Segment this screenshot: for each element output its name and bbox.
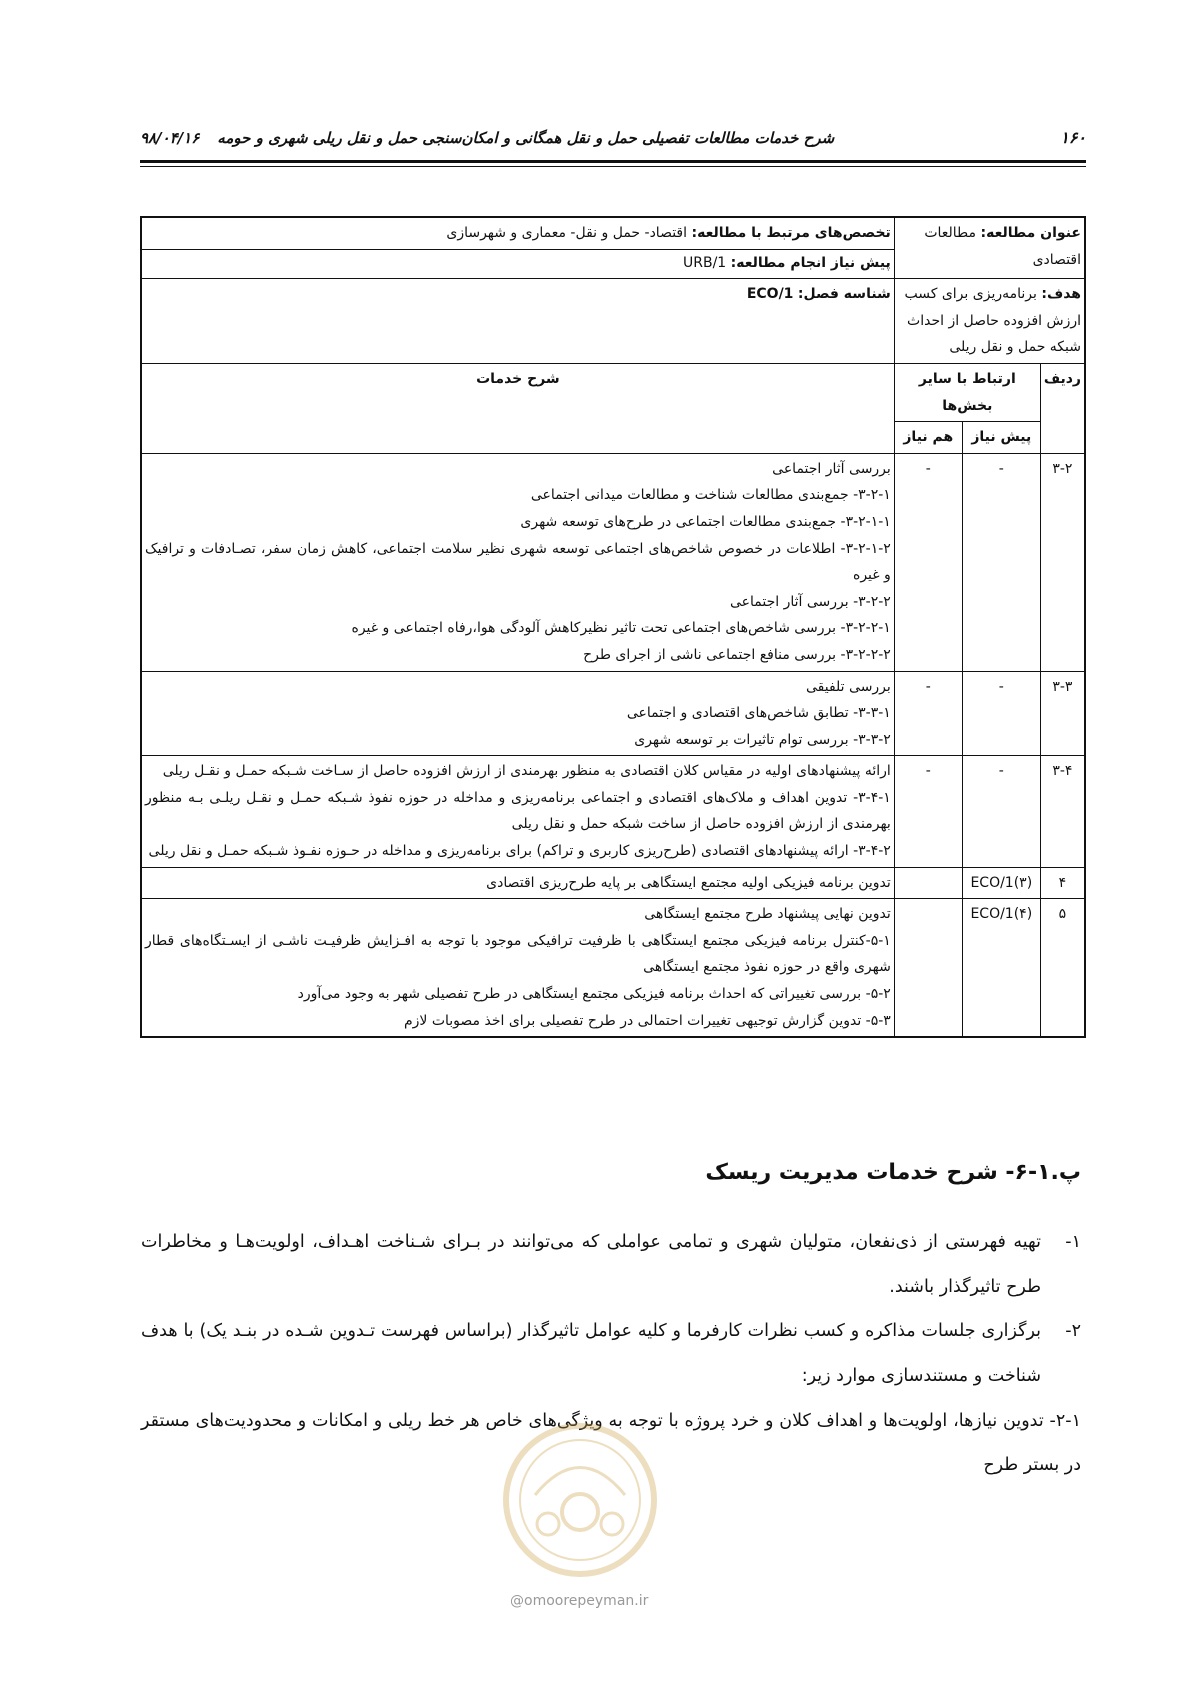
page-number: ۱۶۰ xyxy=(1060,128,1086,147)
table-row xyxy=(141,867,1085,899)
list-item-number: ۱- xyxy=(1065,1232,1081,1252)
row-number: ۳-۲ xyxy=(1040,453,1085,671)
col-header-row-number: ردیف xyxy=(1040,363,1085,453)
row-description xyxy=(141,899,894,1037)
chapter-id-label: شناسه فصل: xyxy=(797,286,891,303)
study-title-cell xyxy=(894,217,1085,279)
list-item-text: تهیه فهرستی از ذی‌نفعان، متولیان شهری و تمامی عواملی که می‌توانند در بـرای شـناخت اهـداف، اولویت‌هـا و مخاطرات طرح تاثیرگذار باشند. xyxy=(141,1232,1041,1297)
description-line: ۵-۲- بررسی تغییراتی که احداث برنامه فیزیکی مجتمع ایستگاهی در طرح تفصیلی شهر به وجود می‌آورد xyxy=(297,986,891,1003)
description-line: ۵-۱-کنترل برنامه فیزیکی مجتمع ایستگاهی با ظرفیت ترافیکی موجود با توجه به افـزایش ظرفیـت ناشـی از ایسـتگاه‌های قطار شهری واقع در حوزه نفوذ مجتمع ایستگاهی xyxy=(145,932,891,976)
description-line: ۳-۳-۱- تطابق شاخص‌های اقتصادی و اجتماعی xyxy=(626,705,891,722)
services-table xyxy=(140,216,1086,1038)
row-coreq xyxy=(894,899,962,1037)
col-header-description: شرح خدمات xyxy=(141,363,894,453)
list-item xyxy=(141,1309,1081,1398)
description-line: ۵-۳- تدوین گزارش توجیهی تغییرات احتمالی در طرح تفصیلی برای اخذ مصوبات لازم xyxy=(403,1012,891,1029)
row-prereq: - xyxy=(962,453,1040,671)
prereq-row xyxy=(142,249,894,277)
section-title: پ.۱-۶- شرح خدمات مدیریت ریسک xyxy=(705,1160,1081,1185)
description-line: ۳-۲-۲- بررسی آثار اجتماعی xyxy=(729,593,891,610)
description-line: ۳-۲-۲-۱- بررسی شاخص‌های اجتماعی تحت تاثیر نظیرکاهش آلودگی هوا،رفاه اجتماعی و غیره xyxy=(351,620,891,637)
page-header xyxy=(140,128,1086,147)
watermark-url: @omoorepeyman.ir xyxy=(510,1593,649,1609)
header-rule-thick xyxy=(140,160,1086,163)
service-rows xyxy=(141,453,1085,1037)
row-coreq: - xyxy=(894,756,962,867)
list-item xyxy=(141,1220,1081,1309)
row-description xyxy=(141,867,894,899)
running-title: شرح خدمات مطالعات تفصیلی حمل و نقل همگانی و امکان‌سنجی حمل و نقل ریلی شهری و حومه xyxy=(217,129,835,147)
description-line: ۳-۲-۱-۱- جمع‌بندی مطالعات اجتماعی در طرح‌های توسعه شهری xyxy=(520,513,891,530)
col-header-relation: ارتباط با سایر بخش‌ها xyxy=(894,363,1040,421)
row-prereq: - xyxy=(962,756,1040,867)
prereq-value: URB/1 xyxy=(683,254,727,271)
goal-label: هدف: xyxy=(1041,286,1081,303)
col-header-coreq: هم نیاز xyxy=(894,422,962,454)
row-number: ۳-۳ xyxy=(1040,671,1085,756)
chapter-id-cell xyxy=(141,279,894,364)
row-description xyxy=(141,453,894,671)
description-line: ۳-۲-۱- جمع‌بندی مطالعات شناخت و مطالعات میدانی اجتماعی xyxy=(530,487,891,504)
row-coreq: - xyxy=(894,453,962,671)
row-prereq: ECO/1(۳) xyxy=(962,867,1040,899)
list-item-text: برگزاری جلسات مذاکره و کسب نظرات کارفرما و کلیه عوامل تاثیرگذار (براساس فهرست تـدوین شـده در بنـد یک) با هدف شناخت و مستندسازی موارد زیر: xyxy=(141,1321,1041,1386)
row-number: ۳-۴ xyxy=(1040,756,1085,867)
description-line: ارائه پیشنهادهای اولیه در مقیاس کلان اقتصادی به منظور بهرمندی از ارزش افزوده حاصل از سـاخت شـبکه حمـل و نقـل ریلی xyxy=(162,763,891,780)
header-rule-thin xyxy=(140,166,1086,167)
header-date: ۹۸/۰۴/۱۶ xyxy=(140,129,200,147)
table-row xyxy=(141,453,1085,671)
description-line: ۳-۴-۱- تدوین اهداف و ملاک‌های اقتصادی و اجتماعی برنامه‌ریزی و مداخله در حوزه نفوذ شـبکه حمـل و نقـل ریلـی بـه منظور بهرمندی از ارزش افزوده حاصل از ساخت شبکه حمل و نقل ریلی xyxy=(145,789,891,833)
row-description xyxy=(141,671,894,756)
row-prereq: - xyxy=(962,671,1040,756)
description-line: ۳-۴-۲- ارائه پیشنهادهای اقتصادی (طرح‌ریزی کاربری و تراکم) برای برنامه‌ریزی و مداخله در حـوزه نفـوذ شـبکه حمـل و نقل ریلی xyxy=(148,843,891,860)
description-line: بررسی آثار اجتماعی xyxy=(772,460,891,477)
description-line: بررسی تلفیقی xyxy=(805,678,891,695)
prereq-label: پیش نیاز انجام مطالعه: xyxy=(730,254,891,271)
row-coreq: - xyxy=(894,671,962,756)
goal-value: برنامه‌ریزی برای کسب ارزش افزوده حاصل از احداث شبکه حمل و نقل ریلی xyxy=(904,286,1081,356)
col-header-prereq: پیش نیاز xyxy=(962,422,1040,454)
related-fields-label: تخصص‌های مرتبط با مطالعه: xyxy=(691,225,891,241)
row-number: ۵ xyxy=(1040,899,1085,1037)
row-number: ۴ xyxy=(1040,867,1085,899)
related-fields-value: اقتصاد- حمل و نقل- معماری و شهرسازی xyxy=(446,225,688,241)
row-coreq xyxy=(894,867,962,899)
table-row xyxy=(141,899,1085,1037)
watermark-logo xyxy=(500,1420,660,1580)
row-description xyxy=(141,756,894,867)
description-line: ۳-۲-۱-۲- اطلاعات در خصوص شاخص‌های اجتماعی توسعه شهری نظیر سلامت اجتماعی، کاهش زمان سفر، تصـادفات و ترافیک و غیره xyxy=(145,540,891,584)
description-line: تدوین نهایی پیشنهاد طرح مجتمع ایستگاهی xyxy=(644,906,891,923)
table-row xyxy=(141,671,1085,756)
study-title-value: مطالعات اقتصادی xyxy=(924,225,1081,268)
description-line: ۳-۲-۲-۲- بررسی منافع اجتماعی ناشی از اجرای طرح xyxy=(583,646,891,663)
description-line: تدوین برنامه فیزیکی اولیه مجتمع ایستگاهی بر پایه طرح‌ریزی اقتصادی xyxy=(486,874,891,891)
study-title-label: عنوان مطالعه: xyxy=(980,225,1081,241)
related-fields-cell xyxy=(141,217,894,279)
row-prereq: ECO/1(۴) xyxy=(962,899,1040,1037)
chapter-id-value: ECO/1 xyxy=(746,286,794,303)
list-item-number: ۲- xyxy=(1065,1321,1081,1342)
description-line: ۳-۳-۲- بررسی توام تاثیرات بر توسعه شهری xyxy=(634,731,891,748)
sub-item: ۲-۱- تدوین نیازها، اولویت‌ها و اهداف کلان و خرد پروژه با توجه به ویژگی‌های خاص هر خط ریلی و امکانات و محدودیت‌های مستقر در بستر طرح xyxy=(141,1410,1081,1476)
goal-cell xyxy=(894,279,1085,364)
table-row xyxy=(141,756,1085,867)
